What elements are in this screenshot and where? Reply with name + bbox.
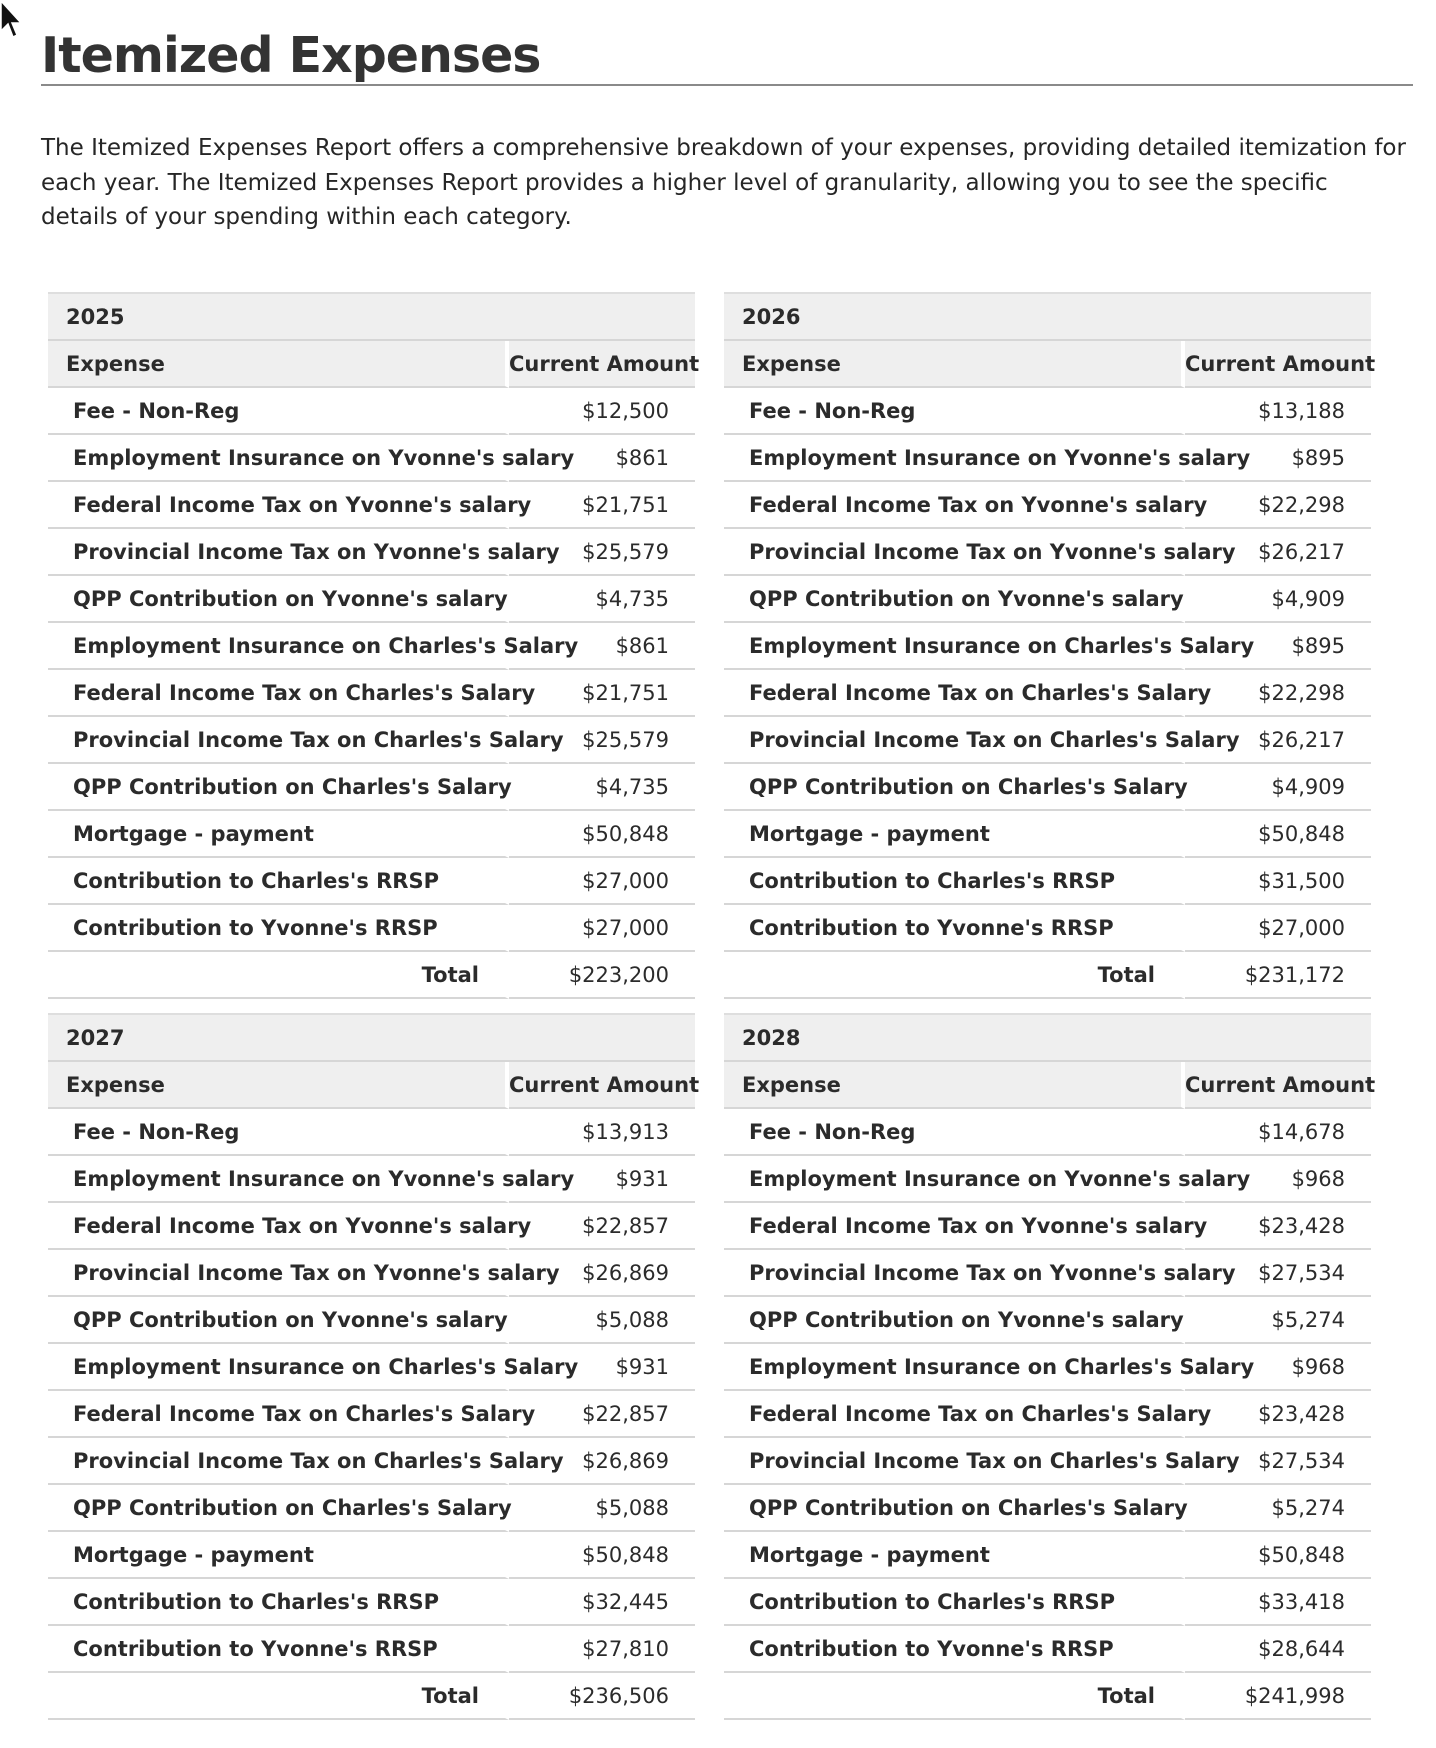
table-row (724, 1532, 1371, 1579)
expense-name: Federal Income Tax on Yvonne's salary (724, 482, 1185, 529)
table-row (48, 1485, 695, 1532)
expense-amount: $27,000 (509, 858, 695, 905)
expense-amount: $5,088 (509, 1297, 695, 1344)
expense-name: QPP Contribution on Charles's Salary (724, 764, 1185, 811)
page-title: Itemized Expenses (41, 27, 541, 84)
expense-amount: $26,217 (1185, 717, 1371, 764)
table-row (724, 858, 1371, 905)
amount-column-header: Current Amount (509, 1062, 695, 1109)
expense-amount: $861 (509, 623, 695, 670)
expense-name: Employment Insurance on Charles's Salary (48, 623, 509, 670)
table-row (48, 1109, 695, 1156)
expense-name: Federal Income Tax on Yvonne's salary (48, 1203, 509, 1250)
table-row (724, 1485, 1371, 1532)
table-row (724, 717, 1371, 764)
expense-amount: $28,644 (1185, 1626, 1371, 1673)
expense-amount: $14,678 (1185, 1109, 1371, 1156)
table-row (48, 1156, 695, 1203)
expense-amount: $27,000 (1185, 905, 1371, 952)
table-row (724, 1250, 1371, 1297)
expense-table-2025 (48, 292, 700, 999)
expense-name: Provincial Income Tax on Yvonne's salary (48, 529, 509, 576)
expense-name: QPP Contribution on Yvonne's salary (724, 576, 1185, 623)
table-row (48, 1250, 695, 1297)
expense-name: QPP Contribution on Yvonne's salary (724, 1297, 1185, 1344)
total-row (48, 952, 695, 999)
expense-amount: $33,418 (1185, 1579, 1371, 1626)
expense-name: QPP Contribution on Yvonne's salary (48, 576, 509, 623)
expense-name: Fee - Non-Reg (724, 388, 1185, 435)
expense-name: Employment Insurance on Yvonne's salary (724, 435, 1185, 482)
table-year-heading: 2028 (724, 1013, 1371, 1062)
expense-table-2026 (724, 292, 1376, 999)
expense-name: Mortgage - payment (724, 1532, 1185, 1579)
expense-name: Federal Income Tax on Charles's Salary (724, 670, 1185, 717)
table-row (724, 529, 1371, 576)
table-row (48, 1438, 695, 1485)
table-row (724, 670, 1371, 717)
amount-column-header: Current Amount (509, 341, 695, 388)
table-row (48, 1203, 695, 1250)
table-row (724, 1203, 1371, 1250)
table-row (48, 435, 695, 482)
expense-name: Employment Insurance on Charles's Salary (724, 623, 1185, 670)
table-row (724, 1579, 1371, 1626)
expense-name: Contribution to Charles's RRSP (48, 858, 509, 905)
expense-name: Federal Income Tax on Charles's Salary (724, 1391, 1185, 1438)
mouse-pointer-icon (0, 0, 24, 46)
expense-amount: $23,428 (1185, 1203, 1371, 1250)
expense-amount: $931 (509, 1156, 695, 1203)
table-row (48, 482, 695, 529)
total-amount: $236,506 (509, 1673, 695, 1720)
expense-amount: $31,500 (1185, 858, 1371, 905)
table-row (48, 388, 695, 435)
expense-amount: $861 (509, 435, 695, 482)
expense-column-header: Expense (48, 341, 509, 388)
expense-amount: $5,274 (1185, 1485, 1371, 1532)
expense-name: Federal Income Tax on Charles's Salary (48, 1391, 509, 1438)
total-amount: $241,998 (1185, 1673, 1371, 1720)
expense-amount: $4,735 (509, 576, 695, 623)
table-row (48, 811, 695, 858)
expense-name: Provincial Income Tax on Yvonne's salary (724, 1250, 1185, 1297)
expense-name: QPP Contribution on Charles's Salary (48, 1485, 509, 1532)
title-divider (41, 84, 1413, 86)
expense-name: Fee - Non-Reg (724, 1109, 1185, 1156)
expense-table-2028 (724, 1013, 1376, 1720)
expense-column-header: Expense (724, 341, 1185, 388)
expense-amount: $13,188 (1185, 388, 1371, 435)
table-row (48, 764, 695, 811)
table-row (724, 1297, 1371, 1344)
table-row (48, 576, 695, 623)
table-row (48, 1579, 695, 1626)
expense-name: Provincial Income Tax on Charles's Salary (48, 1438, 509, 1485)
table-row (724, 1344, 1371, 1391)
expense-amount: $22,857 (509, 1203, 695, 1250)
expense-amount: $5,274 (1185, 1297, 1371, 1344)
table-row (724, 388, 1371, 435)
expense-amount: $26,217 (1185, 529, 1371, 576)
expense-amount: $895 (1185, 435, 1371, 482)
table-row (48, 717, 695, 764)
expense-name: Provincial Income Tax on Charles's Salary (724, 717, 1185, 764)
expense-table-2027 (48, 1013, 700, 1720)
table-row (724, 1156, 1371, 1203)
expense-amount: $931 (509, 1344, 695, 1391)
total-label: Total (724, 1673, 1185, 1720)
expense-amount: $22,298 (1185, 482, 1371, 529)
table-year-heading: 2027 (48, 1013, 695, 1062)
expense-name: Contribution to Yvonne's RRSP (724, 905, 1185, 952)
expense-amount: $12,500 (509, 388, 695, 435)
table-row (724, 623, 1371, 670)
expense-amount: $25,579 (509, 717, 695, 764)
expense-name: Provincial Income Tax on Yvonne's salary (724, 529, 1185, 576)
expense-amount: $22,298 (1185, 670, 1371, 717)
expense-amount: $4,735 (509, 764, 695, 811)
table-row (48, 1391, 695, 1438)
expense-amount: $27,000 (509, 905, 695, 952)
total-label: Total (724, 952, 1185, 999)
table-year-heading: 2026 (724, 292, 1371, 341)
table-row (724, 1626, 1371, 1673)
expense-name: QPP Contribution on Yvonne's salary (48, 1297, 509, 1344)
expense-amount: $968 (1185, 1156, 1371, 1203)
total-row (48, 1673, 695, 1720)
expense-amount: $895 (1185, 623, 1371, 670)
expense-name: Mortgage - payment (724, 811, 1185, 858)
expense-name: Federal Income Tax on Yvonne's salary (48, 482, 509, 529)
expense-column-header: Expense (724, 1062, 1185, 1109)
expense-name: QPP Contribution on Charles's Salary (724, 1485, 1185, 1532)
expense-name: Contribution to Yvonne's RRSP (724, 1626, 1185, 1673)
amount-column-header: Current Amount (1185, 341, 1371, 388)
table-row (48, 670, 695, 717)
expense-amount: $27,534 (1185, 1250, 1371, 1297)
expense-amount: $50,848 (1185, 1532, 1371, 1579)
expense-name: Mortgage - payment (48, 811, 509, 858)
expense-name: Provincial Income Tax on Charles's Salary (48, 717, 509, 764)
expense-name: Fee - Non-Reg (48, 1109, 509, 1156)
expense-name: Federal Income Tax on Yvonne's salary (724, 1203, 1185, 1250)
expense-amount: $968 (1185, 1344, 1371, 1391)
expense-amount: $23,428 (1185, 1391, 1371, 1438)
expense-amount: $21,751 (509, 670, 695, 717)
expense-amount: $26,869 (509, 1438, 695, 1485)
expense-name: Contribution to Charles's RRSP (724, 858, 1185, 905)
expense-name: Mortgage - payment (48, 1532, 509, 1579)
expense-amount: $26,869 (509, 1250, 695, 1297)
table-row (724, 764, 1371, 811)
expense-name: Employment Insurance on Yvonne's salary (48, 435, 509, 482)
expense-name: Employment Insurance on Charles's Salary (48, 1344, 509, 1391)
expense-name: Fee - Non-Reg (48, 388, 509, 435)
expense-amount: $27,810 (509, 1626, 695, 1673)
expense-amount: $32,445 (509, 1579, 695, 1626)
table-row (724, 482, 1371, 529)
table-row (724, 1109, 1371, 1156)
expense-amount: $50,848 (509, 811, 695, 858)
expense-name: Federal Income Tax on Charles's Salary (48, 670, 509, 717)
expense-amount: $25,579 (509, 529, 695, 576)
expense-name: Contribution to Charles's RRSP (48, 1579, 509, 1626)
expense-name: Employment Insurance on Yvonne's salary (48, 1156, 509, 1203)
expense-name: QPP Contribution on Charles's Salary (48, 764, 509, 811)
total-row (724, 952, 1371, 999)
expense-amount: $50,848 (509, 1532, 695, 1579)
table-row (724, 905, 1371, 952)
expense-name: Contribution to Yvonne's RRSP (48, 905, 509, 952)
amount-column-header: Current Amount (1185, 1062, 1371, 1109)
total-amount: $231,172 (1185, 952, 1371, 999)
table-row (724, 435, 1371, 482)
table-row (48, 1532, 695, 1579)
expense-name: Employment Insurance on Charles's Salary (724, 1344, 1185, 1391)
expense-amount: $50,848 (1185, 811, 1371, 858)
total-row (724, 1673, 1371, 1720)
expense-amount: $4,909 (1185, 764, 1371, 811)
table-row (724, 576, 1371, 623)
total-label: Total (48, 1673, 509, 1720)
expense-amount: $22,857 (509, 1391, 695, 1438)
table-row (724, 811, 1371, 858)
total-label: Total (48, 952, 509, 999)
table-row (724, 1438, 1371, 1485)
expense-column-header: Expense (48, 1062, 509, 1109)
expense-amount: $13,913 (509, 1109, 695, 1156)
expense-amount: $5,088 (509, 1485, 695, 1532)
table-year-heading: 2025 (48, 292, 695, 341)
table-row (48, 529, 695, 576)
expense-amount: $27,534 (1185, 1438, 1371, 1485)
expense-amount: $4,909 (1185, 576, 1371, 623)
total-amount: $223,200 (509, 952, 695, 999)
table-row (48, 1626, 695, 1673)
table-row (48, 905, 695, 952)
expense-name: Contribution to Yvonne's RRSP (48, 1626, 509, 1673)
expense-name: Provincial Income Tax on Yvonne's salary (48, 1250, 509, 1297)
table-row (724, 1391, 1371, 1438)
expense-name: Contribution to Charles's RRSP (724, 1579, 1185, 1626)
expense-amount: $21,751 (509, 482, 695, 529)
table-row (48, 1344, 695, 1391)
table-row (48, 1297, 695, 1344)
expense-name: Provincial Income Tax on Charles's Salary (724, 1438, 1185, 1485)
table-row (48, 858, 695, 905)
table-row (48, 623, 695, 670)
expense-name: Employment Insurance on Yvonne's salary (724, 1156, 1185, 1203)
intro-paragraph: The Itemized Expenses Report offers a comprehensive breakdown of your expenses, providing detailed itemization for each year. The Itemized Expenses Report provides a higher level of granularity, allowing you to see the specific details of your spending within each category. (41, 135, 1406, 230)
